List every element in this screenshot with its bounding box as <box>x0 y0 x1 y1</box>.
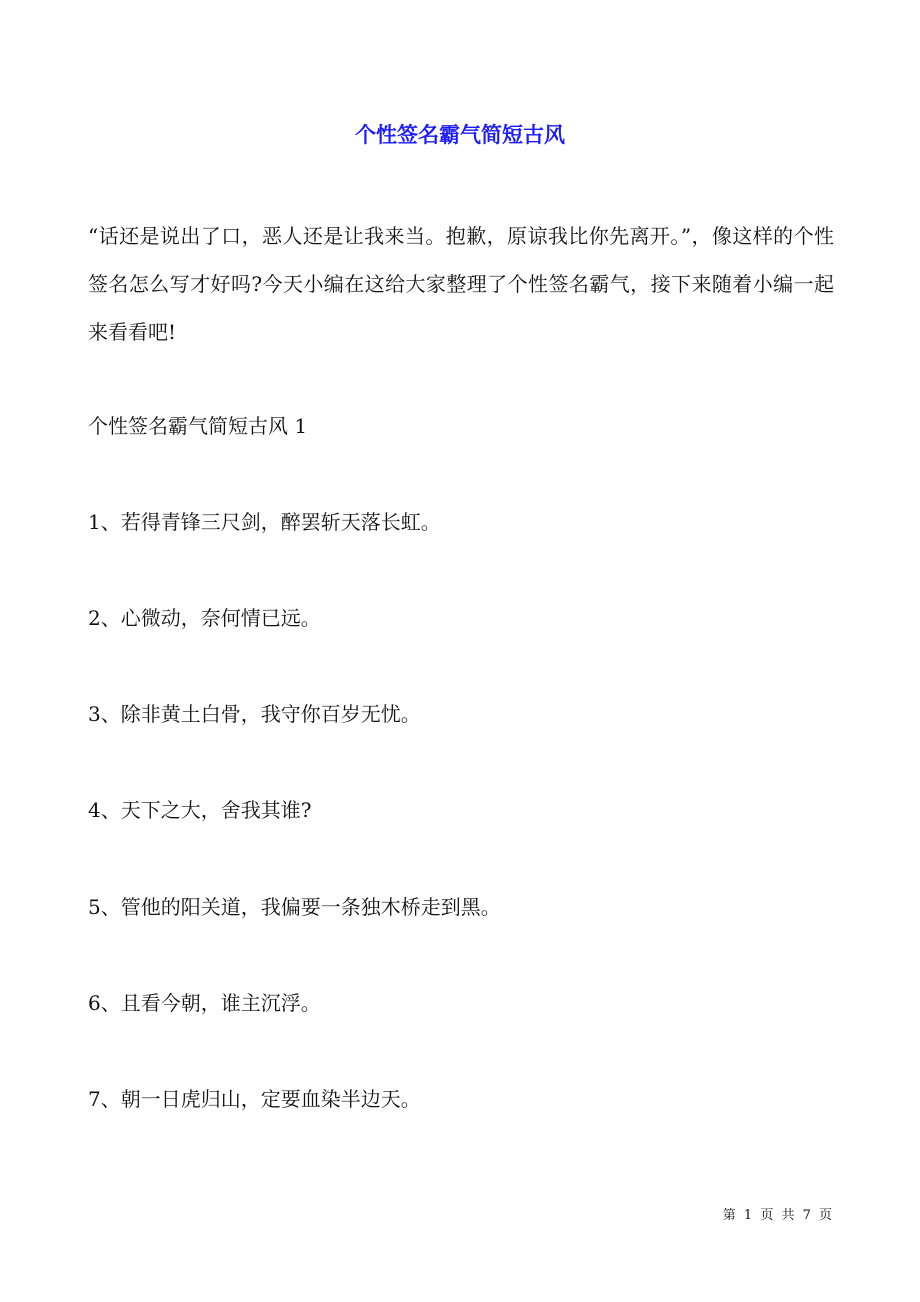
list-item: 4、天下之大，舍我其谁? <box>88 798 312 822</box>
list-item: 2、心微动，奈何情已远。 <box>88 606 321 630</box>
list-item: 5、管他的阳关道，我偏要一条独木桥走到黑。 <box>88 895 501 919</box>
page-number-footer: 第 1 页 共 7 页 <box>722 1208 832 1223</box>
list-item: 1、若得青锋三尺剑，醉罢斩天落长虹。 <box>88 510 441 534</box>
document-title: 个性签名霸气简短古风 <box>355 122 565 147</box>
list-item: 6、且看今朝，谁主沉浮。 <box>88 991 321 1015</box>
intro-paragraph: “话还是说出了口，恶人还是让我来当。抱歉，原谅我比你先离开。”，像这样的个性签名怎么写才好吗?今天小编在这给大家整理了个性签名霸气，接下来随着小编一起来看看吧! <box>88 224 834 344</box>
list-item: 7、朝一日虎归山，定要血染半边天。 <box>88 1087 421 1111</box>
list-item: 3、除非黄土白骨，我守你百岁无忧。 <box>88 702 421 726</box>
section-heading: 个性签名霸气简短古风 1 <box>88 414 308 438</box>
